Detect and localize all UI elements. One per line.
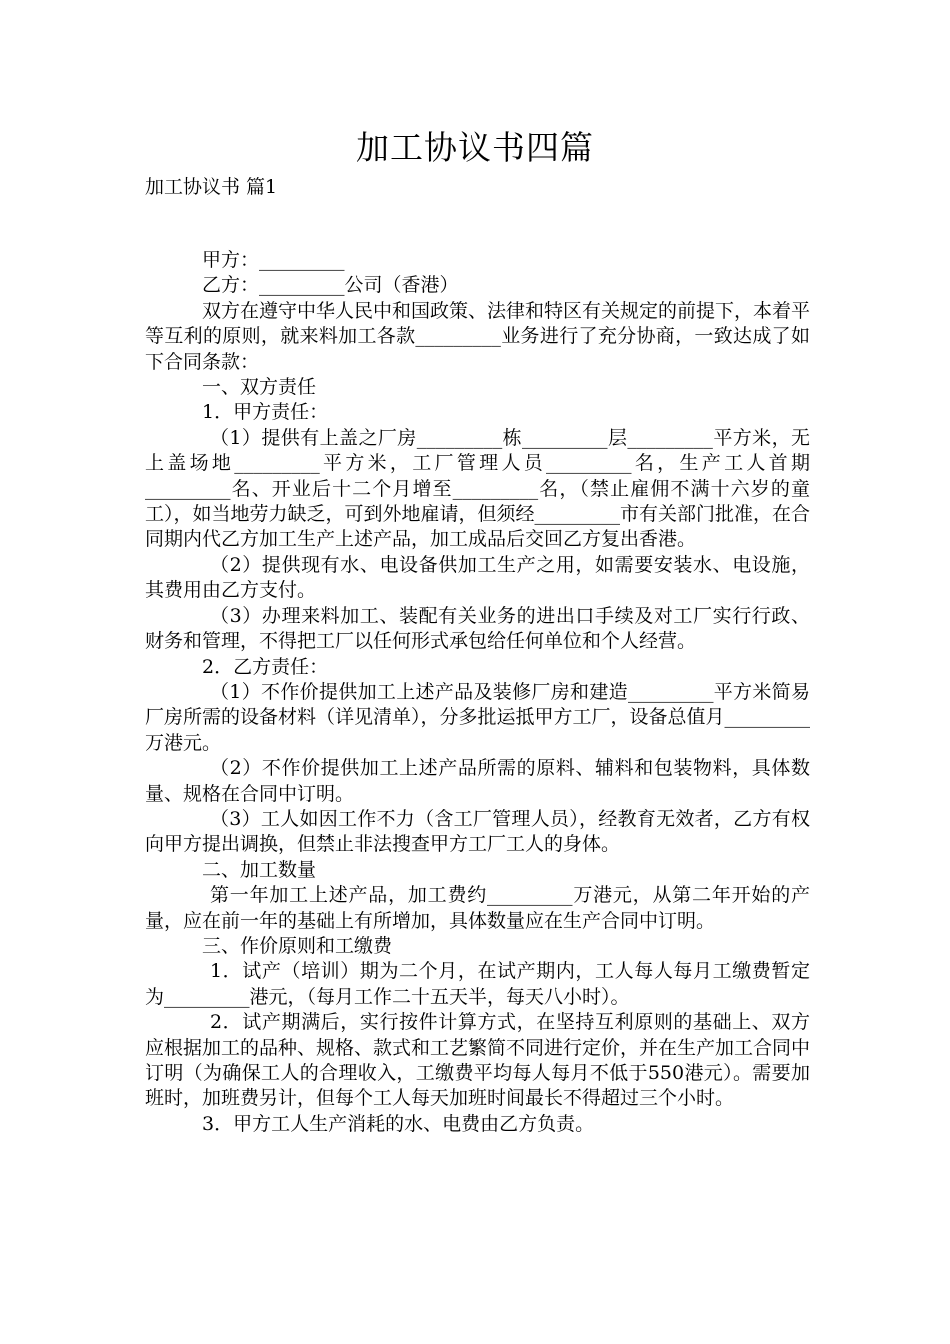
heading-party-a-duties: 1．甲方责任： xyxy=(202,401,329,424)
party-b-duty-1: （1）不作价提供加工上述产品及装修厂房和建造_________平方米简易厂房所需的设备材料（详见清单），分多批运抵甲方工厂，设备总值月_________万港元。 xyxy=(145,680,811,754)
heading-party-b-duties: 2．乙方责任： xyxy=(202,655,329,678)
heading-quantity: 二、加工数量 xyxy=(202,858,317,881)
party-a-line: 甲方：_________ xyxy=(202,249,345,271)
party-a-duty-2: （2）提供现有水、电设备供加工生产之用，如需要安装水、电设施，其费用由乙方支付。 xyxy=(145,553,810,602)
heading-pricing: 三、作价原则和工缴费 xyxy=(202,934,393,957)
quantity-paragraph: 第一年加工上述产品，加工费约_________万港元，从第二年开始的产量，应在前一年的基础上有所增加，具体数量应在生产合同中订明。 xyxy=(145,884,810,932)
pricing-item-1: 1．试产（培训）期为二个月，在试产期内，工人每人每月工缴费暂定为_________港元，（每月工作二十五天半，每天八小时）。 xyxy=(145,960,810,1008)
party-b-duty-3: （3）工人如因工作不力（含工厂管理人员），经教育无效者，乙方有权向甲方提出调换，但禁止非法搜查甲方工厂工人的身体。 xyxy=(145,807,810,856)
party-a-duty-1: （1）提供有上盖之厂房_________栋_________层_________平方米，无上盖场地_________平方米，工厂管理人员_________名，生产工人首期_________名、开业后十二个月增至_________名，（禁止雇佣不满十六岁的童工），如当地劳力缺乏，可到外地雇请，但须经_________市有关部门批准，在合同期内代乙方加工生产上述产品，加工成品后交回乙方复出香港。 xyxy=(145,426,811,551)
document-body xyxy=(145,248,810,1137)
pricing-item-3: 3．甲方工人生产消耗的水、电费由乙方负责。 xyxy=(202,1112,595,1135)
party-a-duty-3: （3）办理来料加工、装配有关业务的进出口手续及对工厂实行行政、财务和管理，不得把工厂以任何形式承包给任何单位和个人经营。 xyxy=(145,604,810,653)
preamble-paragraph: 双方在遵守中华人民中和国政策、法律和特区有关规定的前提下，本着平等互利的原则，就来料加工各款_________业务进行了充分协商，一致达成了如下合同条款： xyxy=(145,299,811,373)
heading-responsibilities: 一、双方责任 xyxy=(202,376,317,399)
pricing-item-2: 2．试产期满后，实行按件计算方式，在坚持互利原则的基础上、双方应根据加工的品种、规格、款式和工艺繁简不同进行定价，并在生产加工合同中订明（为确保工人的合理收入，工缴费平均每人每月不低于550港元）。需要加班时，加班费另计，但每个工人每天加班时间最长不得超过三个小时。 xyxy=(145,1011,811,1110)
party-b-line: 乙方：_________公司（香港） xyxy=(202,274,459,297)
section-subtitle: 加工协议书 篇1 xyxy=(145,176,278,198)
party-b-duty-2: （2）不作价提供加工上述产品所需的原料、辅料和包装物料，具体数量、规格在合同中订明。 xyxy=(145,757,810,805)
document-title: 加工协议书四篇 xyxy=(356,128,594,167)
